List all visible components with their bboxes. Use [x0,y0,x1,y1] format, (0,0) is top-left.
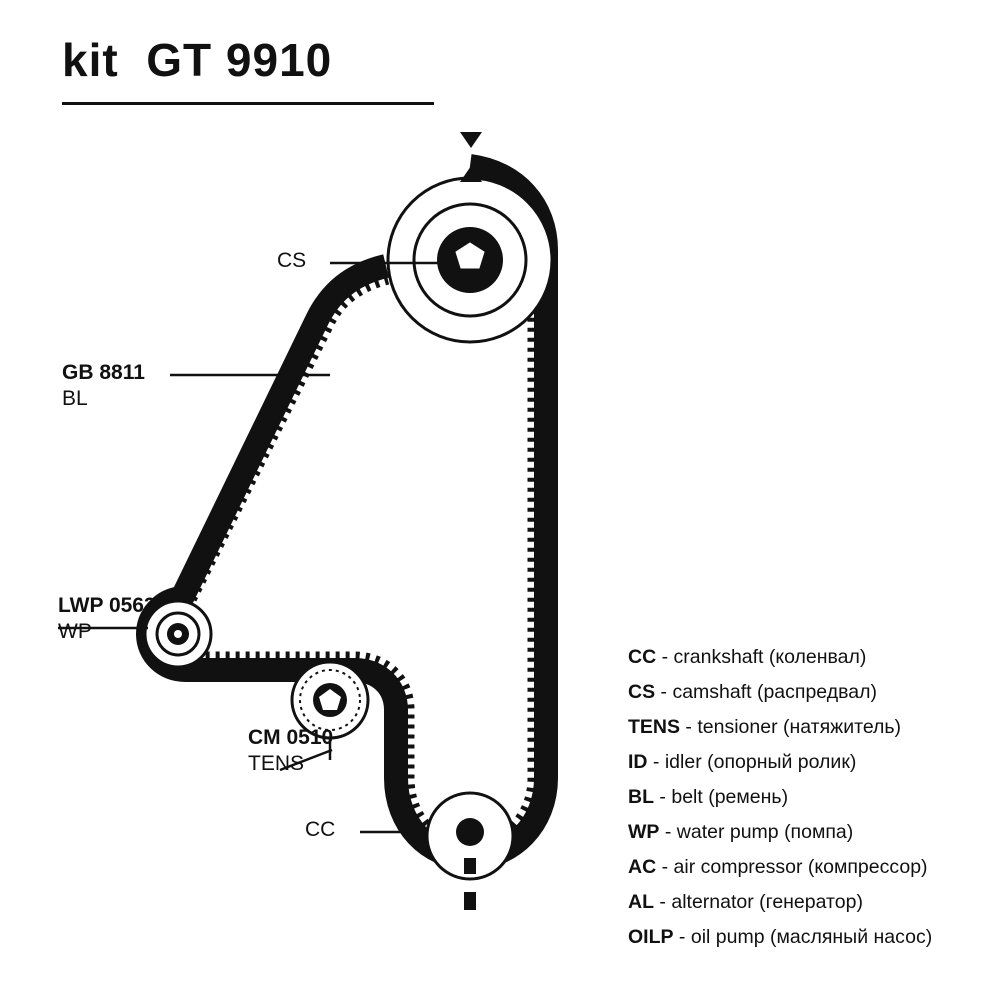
legend-item [628,885,998,920]
legend-abbr: CS [628,681,656,703]
legend-sep: - [673,926,691,948]
legend-abbr: WP [628,821,660,843]
crankshaft-pulley [427,793,513,910]
legend-desc: tensioner (натяжитель) [697,716,902,738]
callout-cm-role: TENS [248,752,305,776]
legend-sep: - [654,891,672,913]
legend-abbr: TENS [628,716,681,738]
legend-abbr: OILP [628,926,674,948]
legend-abbr: BL [628,786,654,808]
legend-item [628,850,998,885]
callout-lwp-code: LWP 0563 [58,594,156,617]
legend-desc: camshaft (распредвал) [672,681,877,703]
legend-sep: - [656,646,674,668]
legend [628,640,998,955]
timing-belt-diagram [0,110,620,930]
callout-cs-code: CS [277,249,307,272]
callout-cc-code: CC [305,818,336,841]
callout-cm-code: CM 0510 [248,726,334,749]
callout-cc [305,817,335,843]
legend-sep: - [647,751,665,773]
legend-item [628,920,998,955]
timing-belt-drawing [0,110,620,930]
legend-desc: oil pump (масляный насос) [690,926,933,948]
legend-abbr: AL [628,891,654,913]
legend-sep: - [680,716,698,738]
legend-abbr: CC [628,646,657,668]
legend-abbr: ID [628,751,648,773]
legend-item [628,675,998,710]
camshaft-pulley [388,132,552,342]
legend-desc: crankshaft (коленвал) [673,646,867,668]
callout-gb-8811 [62,360,145,413]
legend-item [628,780,998,815]
legend-sep: - [659,821,677,843]
legend-desc: alternator (генератор) [671,891,863,913]
page-title-block [62,36,442,84]
title-underline [62,102,434,105]
legend-sep: - [655,681,673,703]
callout-lwp-role: WP [58,620,92,644]
legend-desc: water pump (помпа) [676,821,854,843]
legend-item [628,640,998,675]
legend-desc: air compressor (компрессор) [673,856,928,878]
legend-sep: - [654,786,672,808]
callout-gb-role: BL [62,387,88,411]
callout-cs [277,248,306,274]
timing-mark-top [460,132,482,148]
legend-sep: - [656,856,674,878]
legend-item [628,710,998,745]
legend-desc: belt (ремень) [671,786,789,808]
legend-abbr: AC [628,856,657,878]
callout-gb-code: GB 8811 [62,361,145,384]
page-title: kit GT 9910 [62,34,333,86]
callout-lwp-0563 [58,593,156,646]
crank-timing-mark [464,892,476,910]
legend-item [628,815,998,850]
legend-item [628,745,998,780]
callout-cm-0510 [248,725,333,778]
legend-desc: idler (опорный ролик) [664,751,857,773]
